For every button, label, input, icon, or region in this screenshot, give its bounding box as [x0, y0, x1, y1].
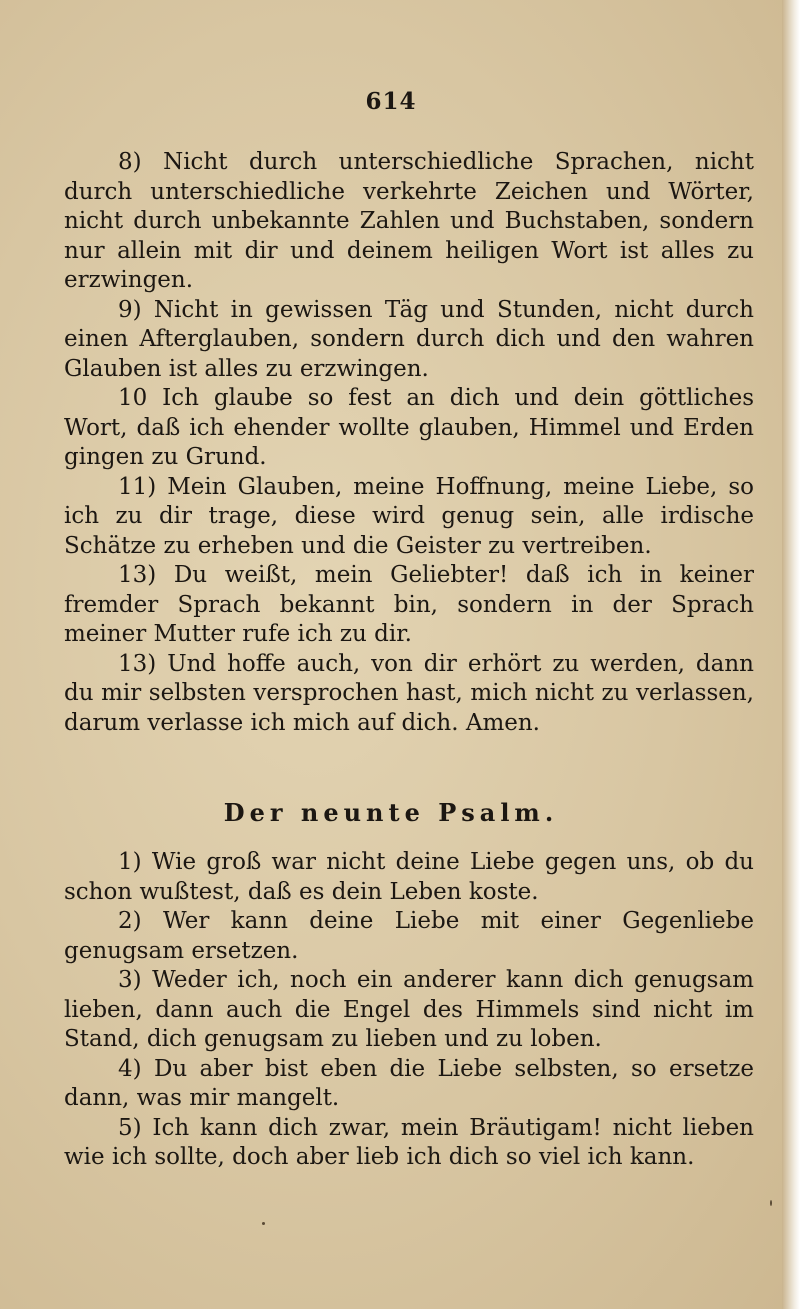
psalm-heading: Der neunte Psalm. — [223, 798, 559, 827]
section-prayer-ending — [64, 148, 754, 738]
paragraph-13b: 13) Und hoffe auch, von dir erhört zu werden, dann du mir selbsten versprochen hast, mich nicht zu verlassen, darum verlasse ich mich auf dich. Amen. — [64, 650, 754, 736]
paragraph-10: 10 Ich glaube so fest an dich und dein göttliches Wort, daß ich ehender wollte glauben, Himmel und Erden gingen zu Grund. — [64, 385, 754, 470]
paragraph-8: 8) Nicht durch unterschiedliche Sprachen, nicht durch unterschiedliche verkehrte Zeichen und Wörter, nicht durch unbekannte Zahlen und Buchstaben, sondern nur allein mit dir und deinem heiligen Wort ist alles zu erzwingen. — [64, 149, 754, 293]
psalm-verse-5: 5) Ich kann dich zwar, mein Bräutigam! nicht lieben wie ich sollte, doch aber lieb ich dich so viel ich kann. — [64, 1114, 754, 1170]
paragraph-11: 11) Mein Glauben, meine Hoffnung, meine Liebe, so ich zu dir trage, diese wird genug sein, alle irdische Schätze zu erheben und die Geister zu vertreiben. — [64, 473, 754, 559]
page-number: 614 — [365, 88, 417, 115]
paragraph-13a: 13) Du weißt, mein Geliebter! daß ich in keiner fremder Sprach bekannt bin, sondern in der Sprach meiner Mutter rufe ich zu dir. — [64, 562, 754, 647]
psalm-verse-1: 1) Wie groß war nicht deine Liebe gegen uns, ob du schon wußtest, daß es dein Leben koste. — [64, 849, 754, 905]
psalm-verse-4: 4) Du aber bist eben die Liebe selbsten, so ersetze dann, was mir mangelt. — [64, 1055, 754, 1111]
paragraph-9: 9) Nicht in gewissen Täg und Stunden, nicht durch einen Afterglauben, sondern durch dich und den wahren Glauben ist alles zu erzwingen. — [64, 296, 754, 382]
scan-margin — [782, 0, 800, 1309]
psalm-verse-2: 2) Wer kann deine Liebe mit einer Gegenliebe genugsam ersetzen. — [64, 908, 754, 964]
paper-speck — [262, 1222, 265, 1225]
psalm-verse-3: 3) Weder ich, noch ein anderer kann dich genugsam lieben, dann auch die Engel des Himmels sind nicht im Stand, dich genugsam zu lieben und zu loben. — [64, 967, 754, 1052]
paper-speck — [770, 1200, 772, 1206]
section-psalm-nine — [64, 848, 754, 1173]
